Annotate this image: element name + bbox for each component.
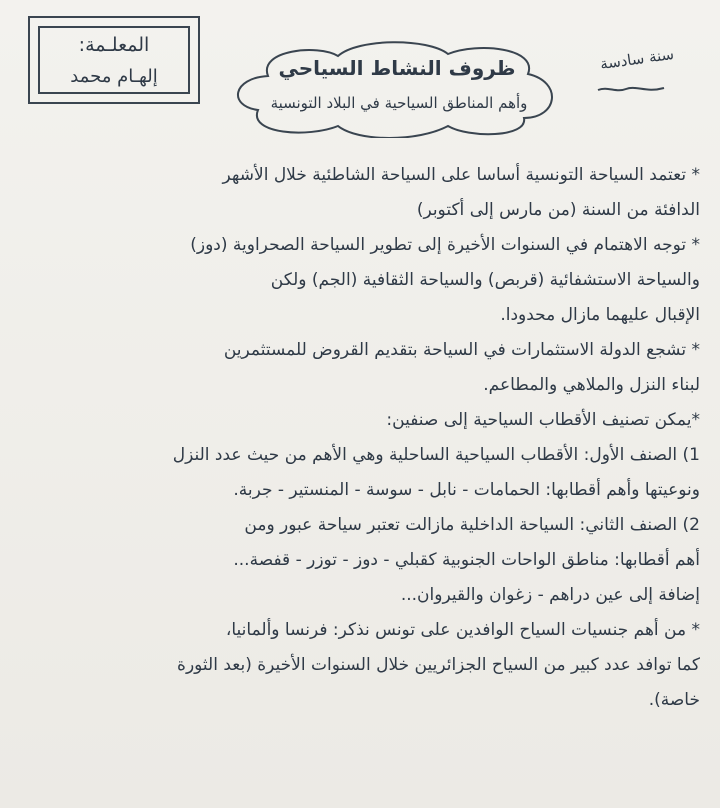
- lesson-text: [10, 158, 700, 718]
- text-line: *يمكن تصنيف الأقطاب السياحية إلى صنفين:: [386, 410, 700, 430]
- underline-squiggle: [596, 84, 666, 94]
- text-line: * من أهم جنسيات السياح الوافدين على تونس نذكر: فرنسا وألمانيا،: [225, 620, 700, 640]
- text-line: والسياحة الاستشفائية (قربص) والسياحة الثقافية (الجم) ولكن: [270, 270, 700, 290]
- text-line: الإقبال عليهما مازال محدودا.: [500, 305, 700, 325]
- text-line: * تعتمد السياحة التونسية أساسا على السياحة الشاطئية خلال الأشهر: [222, 165, 700, 185]
- page-title: ظروف النشاط السياحي: [278, 56, 516, 80]
- text-line: 1) الصنف الأول: الأقطاب السياحية الساحلية وهي الأهم من حيث عدد النزل: [172, 445, 700, 465]
- page-subtitle: وأهم المناطق السياحية في البلاد التونسية: [270, 94, 528, 112]
- text-line: * توجه الاهتمام في السنوات الأخيرة إلى تطوير السياحة الصحراوية (دوز): [190, 235, 700, 255]
- text-line: ونوعيتها وأهم أقطابها: الحمامات - نابل - سوسة - المنستير - جربة.: [233, 480, 700, 500]
- class-label: سنة سادسة: [598, 44, 676, 74]
- text-line: * تشجع الدولة الاستثمارات في السياحة بتقديم القروض للمستثمرين: [223, 340, 700, 360]
- teacher-name: إلهـام محمد: [70, 66, 158, 87]
- text-line: الدافئة من السنة (من مارس إلى أكتوبر): [416, 200, 700, 220]
- text-line: 2) الصنف الثاني: السياحة الداخلية مازالت تعتبر سياحة عبور ومن: [244, 515, 700, 535]
- text-line: خاصة).: [648, 690, 700, 710]
- text-line: إضافة إلى عين دراهم - زغوان والقيروان...: [400, 585, 700, 605]
- text-line: أهم أقطابها: مناطق الواحات الجنوبية كقبلي - دوز - توزر - قفصة...: [233, 550, 700, 570]
- teacher-label: المعلـمة:: [78, 34, 150, 56]
- text-line: كما توافد عدد كبير من السياح الجزائريين خلال السنوات الأخيرة (بعد الثورة: [177, 655, 700, 675]
- teacher-box: [28, 16, 200, 104]
- cloud-frame: [228, 38, 568, 138]
- text-line: لبناء النزل والملاهي والمطاعم.: [483, 375, 700, 395]
